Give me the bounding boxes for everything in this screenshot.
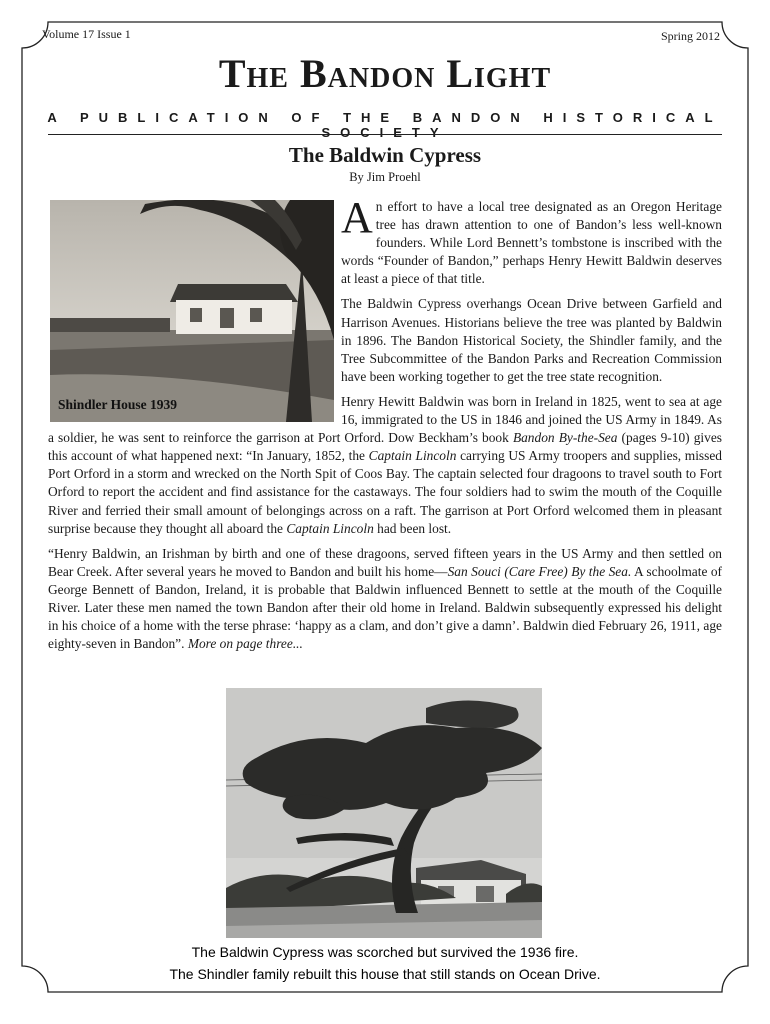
paragraph-1-text: n effort to have a local tree designated as an Oregon Heritage tree has drawn attention to one of Bandon’s less well-known founders. While Lord Bennett’s tombstone is inscribed with the words “Founder of Bandon,” perhaps Henry Hewitt Baldwin deserves at least a piece of that title.	[341, 199, 722, 287]
article-byline: By Jim Proehl	[349, 170, 421, 184]
article-title: The Baldwin Cypress	[288, 143, 482, 167]
paragraph-3-text-a: Henry Hewitt Baldwin was born in Ireland in 1825, went to sea at age 16, immigrated to the US in 1846 and joined the US Army in 1849. As a soldier, he was sent to reinforce the garrison at Port Orford. Dow Beckham’s book	[48, 393, 722, 446]
continued-link[interactable]: More on page three...	[187, 636, 303, 652]
drop-cap: A	[341, 193, 373, 242]
paragraph-3-text-d: had been lost.	[373, 520, 452, 536]
ship-name: Captain Lincoln	[368, 448, 457, 464]
ship-name: Captain Lincoln	[286, 520, 374, 536]
paragraph-3-text-b: (pages 9-10) gives this account of what happened next: “In January, 1852, the	[48, 430, 722, 464]
newsletter-subtitle: A PUBLICATION OF THE BANDON HISTORICAL SOCIETY	[47, 110, 723, 140]
volume-issue: Volume 17 Issue 1	[42, 27, 131, 41]
bottom-caption-line-2: The Shindler family rebuilt this house that still stands on Ocean Drive.	[169, 966, 601, 982]
shindler-house-photo	[50, 200, 334, 422]
issue-season: Spring 2012	[660, 29, 720, 43]
photo-caption: Shindler House 1939	[58, 397, 178, 412]
paragraph-2: The Baldwin Cypress overhangs Ocean Drive between Garfield and Harrison Avenues. Historians believe the tree was planted by Baldwin in 1896. The Bandon Historical Society, the Shindler family, and the Tree Subcommittee of the Bandon Parks and Recreation Commission have been working together to get the tree state recognition.	[341, 296, 722, 384]
article-body	[48, 193, 723, 660]
paragraph-4	[48, 545, 722, 654]
home-name: San Souci (Care Free) By the Sea.	[447, 563, 632, 579]
paragraph-4-text-a: “Henry Baldwin, an Irishman by birth and one of these dragoons, served fifteen years in the US Army and then settled on Bear Creek. After several years he moved to Bandon and built his home—	[48, 545, 722, 579]
paragraph-4-text-b: A schoolmate of George Bennett of Bandon, Ireland, it is probable that Baldwin influenced Bennett to settle at the mouth of the Coquille River. Later these men named the town Bandon after their old home in Ireland. Baldwin subsequently expressed his delight in his choice of a home with the terse phrase: ‘happy as a clam, and don’t give a damn’. Baldwin died February 26, 1911, age eighty-seven in Bandon”.	[48, 563, 723, 652]
header-rule	[48, 134, 722, 135]
paragraph-3-text-c: carrying US Army troopers and supplies, missed Port Orford in a storm and wrecked on the North Spit of Coos Bay. The captain selected four dragoons to travel south to Fort Orford to report the accident and find assistance for the castaways. The four soldiers had to swim the mouth of the Coquille River and ferried their small amount of belongings across on a raft. The garrison at Port Orford welcomed them in pleasant surprise because they thought all aboard the	[48, 448, 722, 536]
bottom-caption-line-1: The Baldwin Cypress was scorched but survived the 1936 fire.	[191, 944, 579, 960]
newsletter-masthead: The Bandon Light	[218, 51, 552, 96]
book-title: Bandon By-the-Sea	[512, 430, 618, 446]
baldwin-cypress-photo	[226, 688, 542, 938]
